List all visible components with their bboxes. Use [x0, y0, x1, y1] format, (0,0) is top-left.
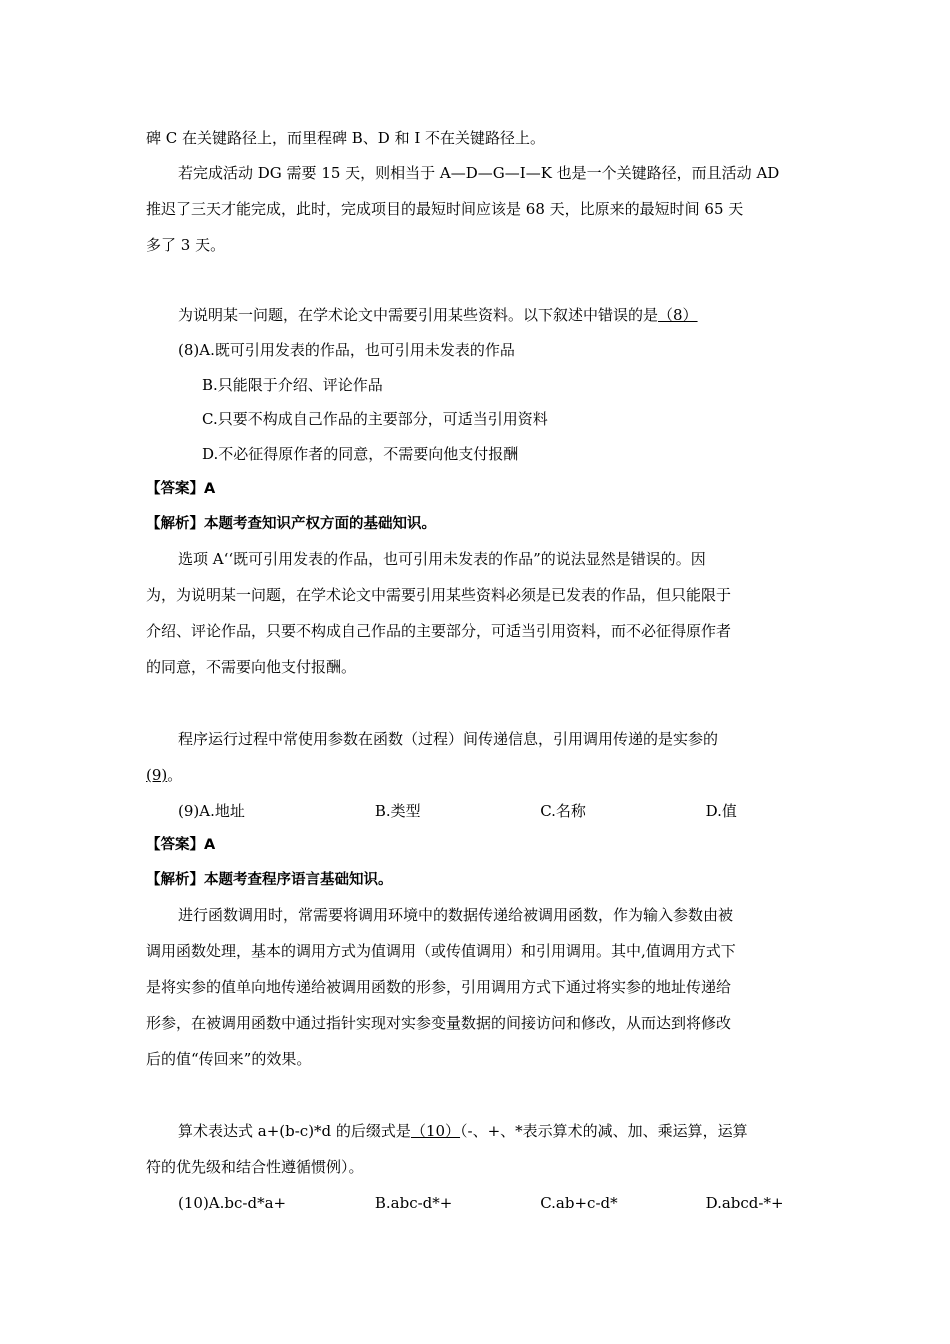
option-d: D.值	[705, 802, 737, 820]
answer-label: 【答案】A	[146, 481, 216, 497]
text-line: 进行函数调用时，常需要将调用环境中的数据传递给被调用函数，作为输入参数由被	[178, 906, 734, 924]
question-9-stem-end	[146, 765, 804, 785]
question-text: 。	[167, 766, 183, 784]
options-row	[178, 1193, 804, 1213]
option-b: B.abc-d*+	[374, 1194, 453, 1212]
text-line: 碑 C 在关键路径上，而里程碑 B、D 和 I 不在关键路径上。	[146, 129, 546, 147]
analysis-title: 【解析】本题考查知识产权方面的基础知识。	[146, 516, 436, 532]
answer-label: 【答案】A	[146, 837, 216, 853]
text-line: 调用函数处理，基本的调用方式为值调用（或传值调用）和引用调用。其中,值调用方式下	[146, 942, 736, 960]
option-c: C.ab+c-d*	[540, 1194, 618, 1212]
text-line: 符的优先级和结合性遵循惯例）。	[146, 1158, 364, 1176]
question-text: 为说明某一问题，在学术论文中需要引用某些资料。以下叙述中错误的是	[178, 306, 659, 324]
text-line: 若完成活动 DG 需要 15 天，则相当于 A—D—G—I—K 也是一个关键路径，而且活动 AD	[178, 164, 780, 182]
text-line: 介绍、评论作品，只要不构成自己作品的主要部分，可适当引用资料，而不必征得原作者	[146, 622, 732, 640]
question-text: （-、+、*表示算术的减、加、乘运算，运算	[460, 1122, 748, 1140]
answer-blank: （10）	[410, 1122, 461, 1140]
answer-blank: （8）	[658, 306, 698, 324]
question-9-stem: 程序运行过程中常使用参数在函数（过程）间传递信息，引用调用传递的是实参的	[178, 730, 719, 748]
option-a: (9)A.地址	[178, 802, 245, 820]
text-line: 是将实参的值单向地传递给被调用函数的形参，引用调用方式下通过将实参的地址传递给	[146, 978, 732, 996]
text-line: 推迟了三天才能完成，此时，完成项目的最短时间应该是 68 天，比原来的最短时间 65 天	[146, 200, 744, 218]
text-line: 的同意，不需要向他支付报酬。	[146, 658, 357, 676]
text-line: 后的值“传回来”的效果。	[146, 1050, 312, 1068]
question-text: 算术表达式 a+(b-c)*d 的后缀式是	[178, 1122, 411, 1140]
option-a: (8)A.既可引用发表的作品，也可引用未发表的作品	[178, 341, 515, 359]
option-c: C.名称	[540, 802, 586, 820]
question-10-stem	[178, 1121, 804, 1141]
analysis-title: 【解析】本题考查程序语言基础知识。	[146, 872, 393, 888]
question-8-stem	[178, 305, 804, 325]
text-line: 多了 3 天。	[146, 236, 226, 254]
text-line: 形参，在被调用函数中通过指针实现对实参变量数据的间接访问和修改，从而达到将修改	[146, 1014, 732, 1032]
text-line: 选项 A‘‘既可引用发表的作品，也可引用未发表的作品”的说法显然是错误的。因	[178, 550, 706, 568]
option-b: B.只能限于介绍、评论作品	[202, 376, 383, 394]
option-d: D.不必征得原作者的同意，不需要向他支付报酬	[202, 445, 519, 463]
options-row	[178, 801, 804, 821]
text-line: 为，为说明某一问题，在学术论文中需要引用某些资料必须是已发表的作品，但只能限于	[146, 586, 732, 604]
option-d: D.abcd-*+	[705, 1194, 784, 1212]
option-c: C.只要不构成自己作品的主要部分，可适当引用资料	[202, 410, 548, 428]
answer-blank: (9)	[146, 766, 168, 784]
option-a: (10)A.bc-d*a+	[178, 1194, 287, 1212]
option-b: B.类型	[374, 802, 421, 820]
